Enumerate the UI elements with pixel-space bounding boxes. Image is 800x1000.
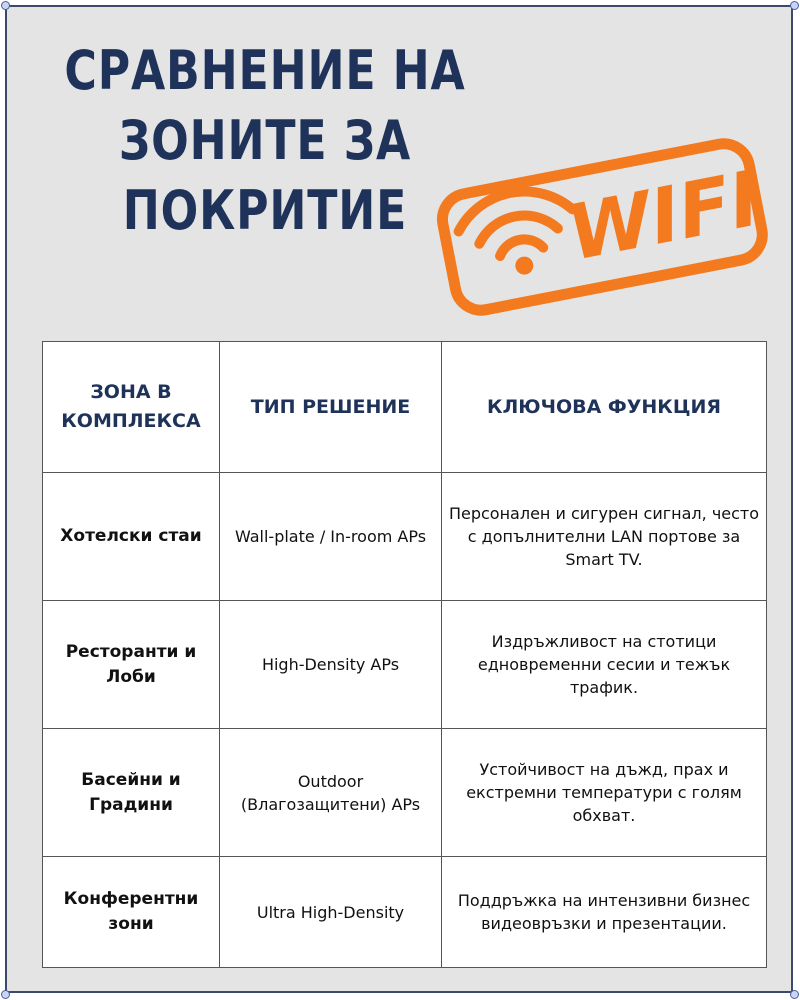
column-header-zone: ЗОНА В КОМПЛЕКСА — [43, 342, 220, 473]
column-header-type: ТИП РЕШЕНИЕ — [220, 342, 442, 473]
type-cell: Wall-plate / In-room APs — [220, 473, 442, 601]
table-row — [43, 857, 767, 968]
type-cell: Outdoor (Влагозащитени) APs — [220, 729, 442, 857]
type-cell: High-Density APs — [220, 601, 442, 729]
corner-handle-bottom-left[interactable] — [1, 990, 10, 999]
feature-cell: Поддръжка на интензивни бизнес видеовръзки и презентации. — [442, 857, 767, 968]
table-row — [43, 473, 767, 601]
feature-cell: Персонален и сигурен сигнал, често с допълнителни LAN портове за Smart TV. — [442, 473, 767, 601]
zone-cell: Ресторанти и Лоби — [43, 601, 220, 729]
zone-cell: Хотелски стаи — [43, 473, 220, 601]
corner-handle-top-left[interactable] — [1, 1, 10, 10]
corner-handle-bottom-right[interactable] — [790, 990, 799, 999]
page-title-line-1: СРАВНЕНИЕ НА — [64, 39, 466, 102]
page-title-line-2: ЗОНИТЕ ЗА — [118, 109, 412, 172]
column-header-feature: КЛЮЧОВА ФУНКЦИЯ — [442, 342, 767, 473]
wifi-stamp — [432, 130, 772, 320]
page-title — [48, 36, 483, 246]
zone-cell: Конферентни зони — [43, 857, 220, 968]
feature-cell: Устойчивост на дъжд, прах и екстремни температури с голям обхват. — [442, 729, 767, 857]
table-row — [43, 729, 767, 857]
feature-cell: Издръжливост на стотици едновременни сесии и тежък трафик. — [442, 601, 767, 729]
type-cell: Ultra High-Density — [220, 857, 442, 968]
page-title-line-3: ПОКРИТИЕ — [122, 179, 408, 242]
zone-cell: Басейни и Градини — [43, 729, 220, 857]
corner-handle-top-right[interactable] — [790, 1, 799, 10]
table-header-row — [43, 342, 767, 473]
stamp-text: WIFI — [560, 153, 767, 278]
comparison-table-wrapper — [42, 341, 766, 968]
comparison-table — [42, 341, 767, 968]
table-row — [43, 601, 767, 729]
